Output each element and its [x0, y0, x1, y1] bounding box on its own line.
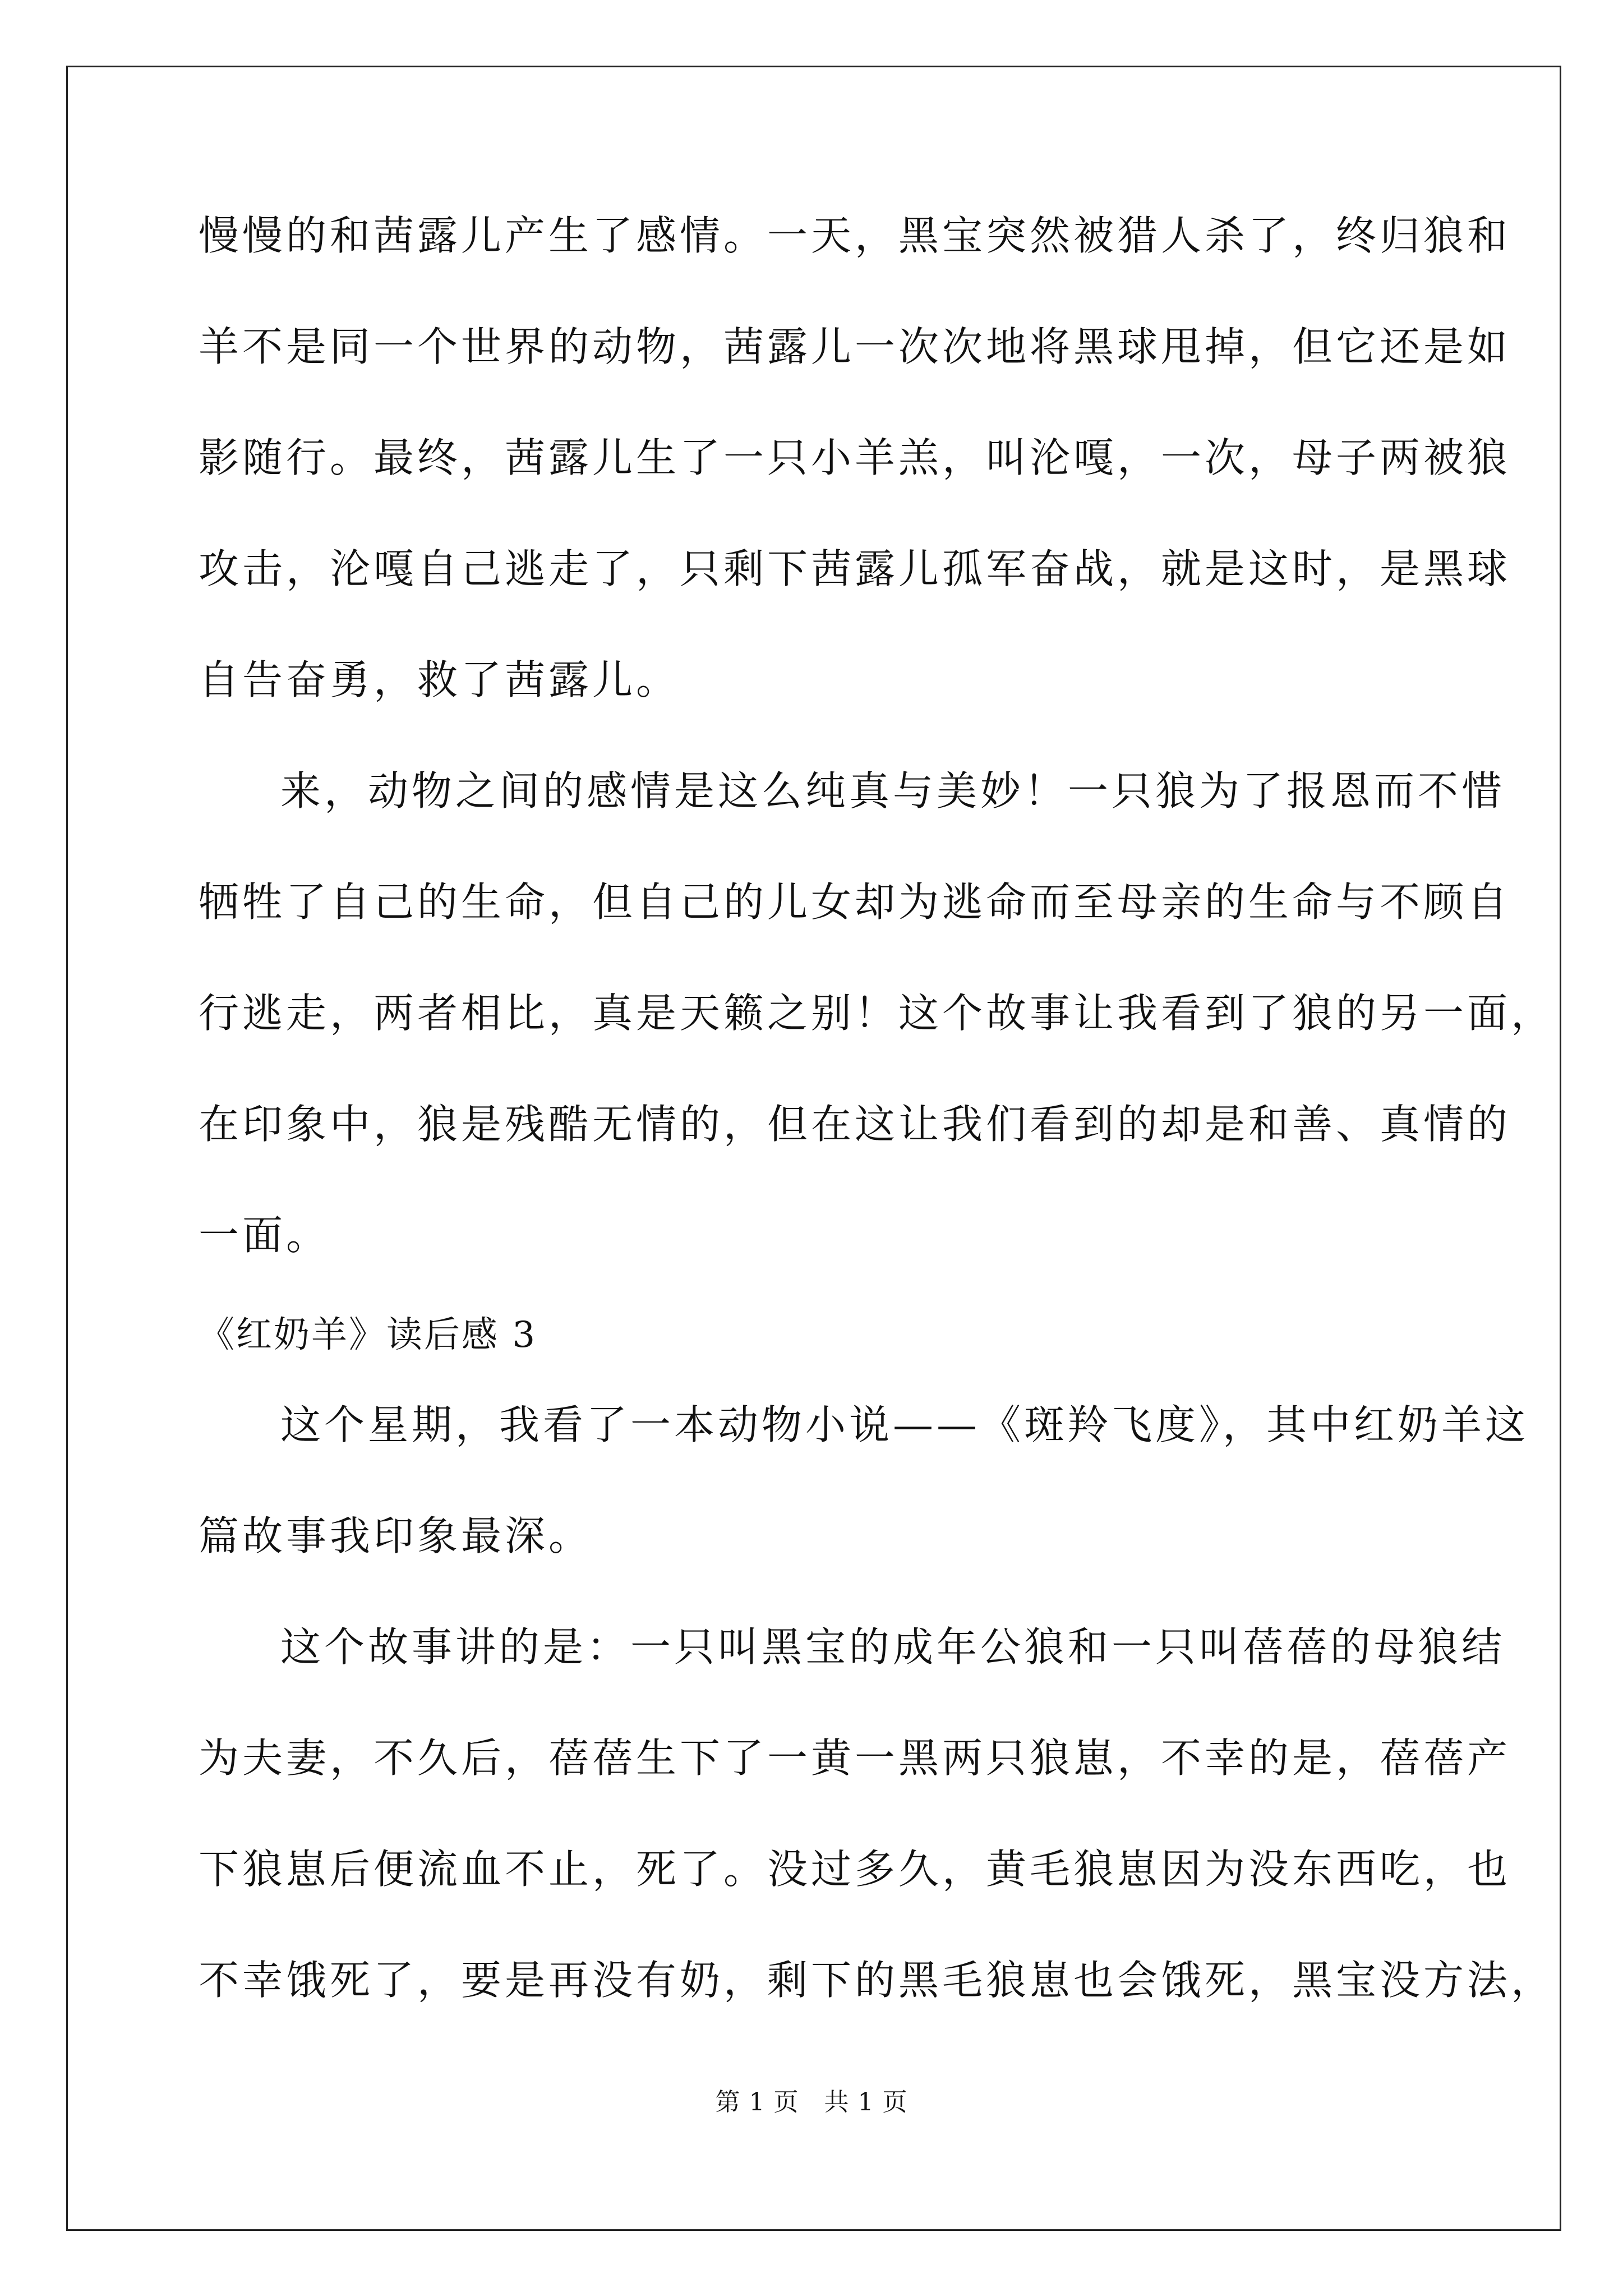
section-heading: 《红奶羊》读后感 3 [199, 1314, 537, 1356]
text-line: 篇故事我印象最深。 [199, 1512, 593, 1559]
text-line: 不幸饿死了，要是再没有奶，剩下的黑毛狼崽也会饿死，黑宝没方法， [199, 1957, 1555, 2004]
text-line: 下狼崽后便流血不止，死了。没过多久，黄毛狼崽因为没东西吃，也 [199, 1846, 1511, 1893]
text-line: 攻击，沦嘎自己逃走了，只剩下茜露儿孤军奋战，就是这时，是黑球 [199, 545, 1511, 592]
text-line: 影随行。最终，茜露儿生了一只小羊羔，叫沦嘎，一次，母子两被狼 [199, 434, 1511, 481]
page-number-footer: 第 1 页 共 1 页 [715, 2088, 908, 2116]
paragraph-start-line: 这个星期，我看了一本动物小说——《斑羚飞度》，其中红奶羊这 [280, 1401, 1529, 1448]
text-line: 行逃走，两者相比，真是天籁之别！这个故事让我看到了狼的另一面， [199, 990, 1555, 1037]
text-line: 自告奋勇，救了茜露儿。 [199, 656, 680, 703]
text-line: 在印象中，狼是残酷无情的，但在这让我们看到的却是和善、真情的 [199, 1101, 1511, 1148]
text-line: 为夫妻，不久后，蓓蓓生下了一黄一黑两只狼崽，不幸的是，蓓蓓产 [199, 1734, 1511, 1782]
text-line: 牺牲了自己的生命，但自己的儿女却为逃命而至母亲的生命与不顾自 [199, 878, 1511, 926]
paragraph-start-line: 这个故事讲的是：一只叫黑宝的成年公狼和一只叫蓓蓓的母狼结 [280, 1623, 1506, 1671]
paragraph-start-line: 来，动物之间的感情是这么纯真与美妙！一只狼为了报恩而不惜 [280, 767, 1506, 815]
text-line: 一面。 [199, 1212, 330, 1259]
text-line: 羊不是同一个世界的动物，茜露儿一次次地将黑球甩掉，但它还是如 [199, 323, 1511, 370]
text-line: 慢慢的和茜露儿产生了感情。一天，黑宝突然被猎人杀了，终归狼和 [199, 212, 1511, 259]
